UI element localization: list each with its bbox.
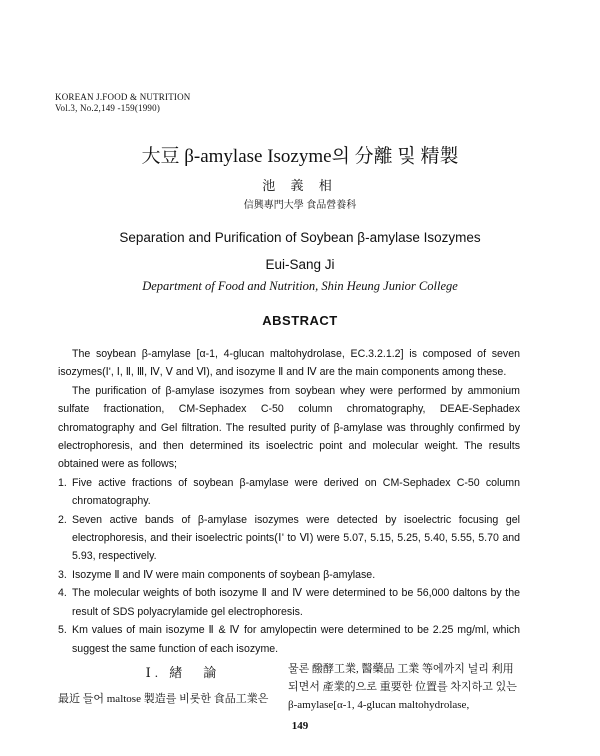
intro-line: 물론 醱酵工業, 醫藥品 工業 等에까지 널리 利用 (288, 663, 514, 675)
korean-author: 池 義 相 (262, 178, 338, 193)
result-text: The molecular weights of both isozyme Ⅱ and Ⅳ were determined to be 56,000 daltons by the result of SDS polyacrylamide gel electrophoresis. (72, 587, 520, 618)
result-number: 5. (58, 624, 67, 637)
abstract-paragraph-2: The purification of β-amylase isozymes from soybean whey were performed by ammonium sulfate fractionation, CM-Sephadex C-50 column chromatography, DEAE-Sephadex chromatography and Gel filtration. The resulted purity of β-amylase was throughly confirmed by electrophoresis, and then determined its isoelectric point and molecular weight. The results obtained were as follows; (58, 384, 520, 471)
english-affiliation: Department of Food and Nutrition, Shin Heung Junior College (142, 279, 458, 293)
result-number: 1. (58, 476, 67, 489)
english-author: Eui-Sang Ji (265, 257, 335, 272)
abstract-body (58, 345, 520, 658)
result-number: 4. (58, 587, 67, 600)
result-text: Isozyme Ⅱ and Ⅳ were main components of soybean β-amylase. (72, 568, 376, 581)
intro-line: β-amylase[α-1, 4-glucan maltohydrolase, (288, 699, 470, 711)
result-number: 3. (58, 568, 67, 581)
korean-title: 大豆 β-amylase Isozyme의 分離 및 精製 (141, 146, 459, 167)
result-item (58, 474, 520, 511)
journal-name: KOREAN J.FOOD & NUTRITION (55, 92, 191, 102)
result-item (58, 511, 520, 566)
results-list (58, 474, 520, 658)
section-heading: Ⅰ. 緖 論 (145, 665, 221, 680)
intro-right-column (288, 660, 522, 714)
abstract-paragraph-1: The soybean β-amylase [α-1, 4-glucan maltohydrolase, EC.3.2.1.2] is composed of seven isozymes(Ⅰ', Ⅰ, Ⅱ, Ⅲ, Ⅳ, Ⅴ and Ⅵ), and isozyme Ⅱ and Ⅳ are the main components among these. (58, 348, 520, 379)
intro-left-column: 最近 들어 maltose 製造를 비롯한 食品工業은 (58, 693, 269, 705)
journal-citation (55, 92, 191, 114)
result-number: 2. (58, 513, 67, 526)
result-text: Km values of main isozyme Ⅱ & Ⅳ for amylopectin were determined to be 2.25 mg/ml, which suggest the same function of each isozyme. (72, 624, 520, 655)
english-title: Separation and Purification of Soybean β-amylase Isozymes (119, 230, 481, 245)
result-text: Five active fractions of soybean β-amylase were derived on CM-Sephadex C-50 column chromatography. (72, 476, 520, 508)
page-number: 149 (291, 720, 309, 732)
intro-line: 되면서 產業的으로 重要한 位置를 차지하고 있는 (288, 681, 517, 693)
result-item (58, 584, 520, 621)
result-item (58, 621, 520, 658)
abstract-heading: ABSTRACT (262, 313, 338, 328)
korean-affiliation: 信興專門大學 食品營養科 (243, 200, 357, 211)
result-item (58, 566, 520, 584)
journal-volume: Vol.3, No.2,149 -159(1990) (55, 103, 161, 113)
result-text: Seven active bands of β-amylase isozymes were detected by isoelectric focusing gel electrophoresis, and their isoelectric points(Ⅰ' to Ⅵ) were 5.07, 5.15, 5.25, 5.40, 5.55, 5.70 and 5.93, respectively. (72, 513, 520, 563)
